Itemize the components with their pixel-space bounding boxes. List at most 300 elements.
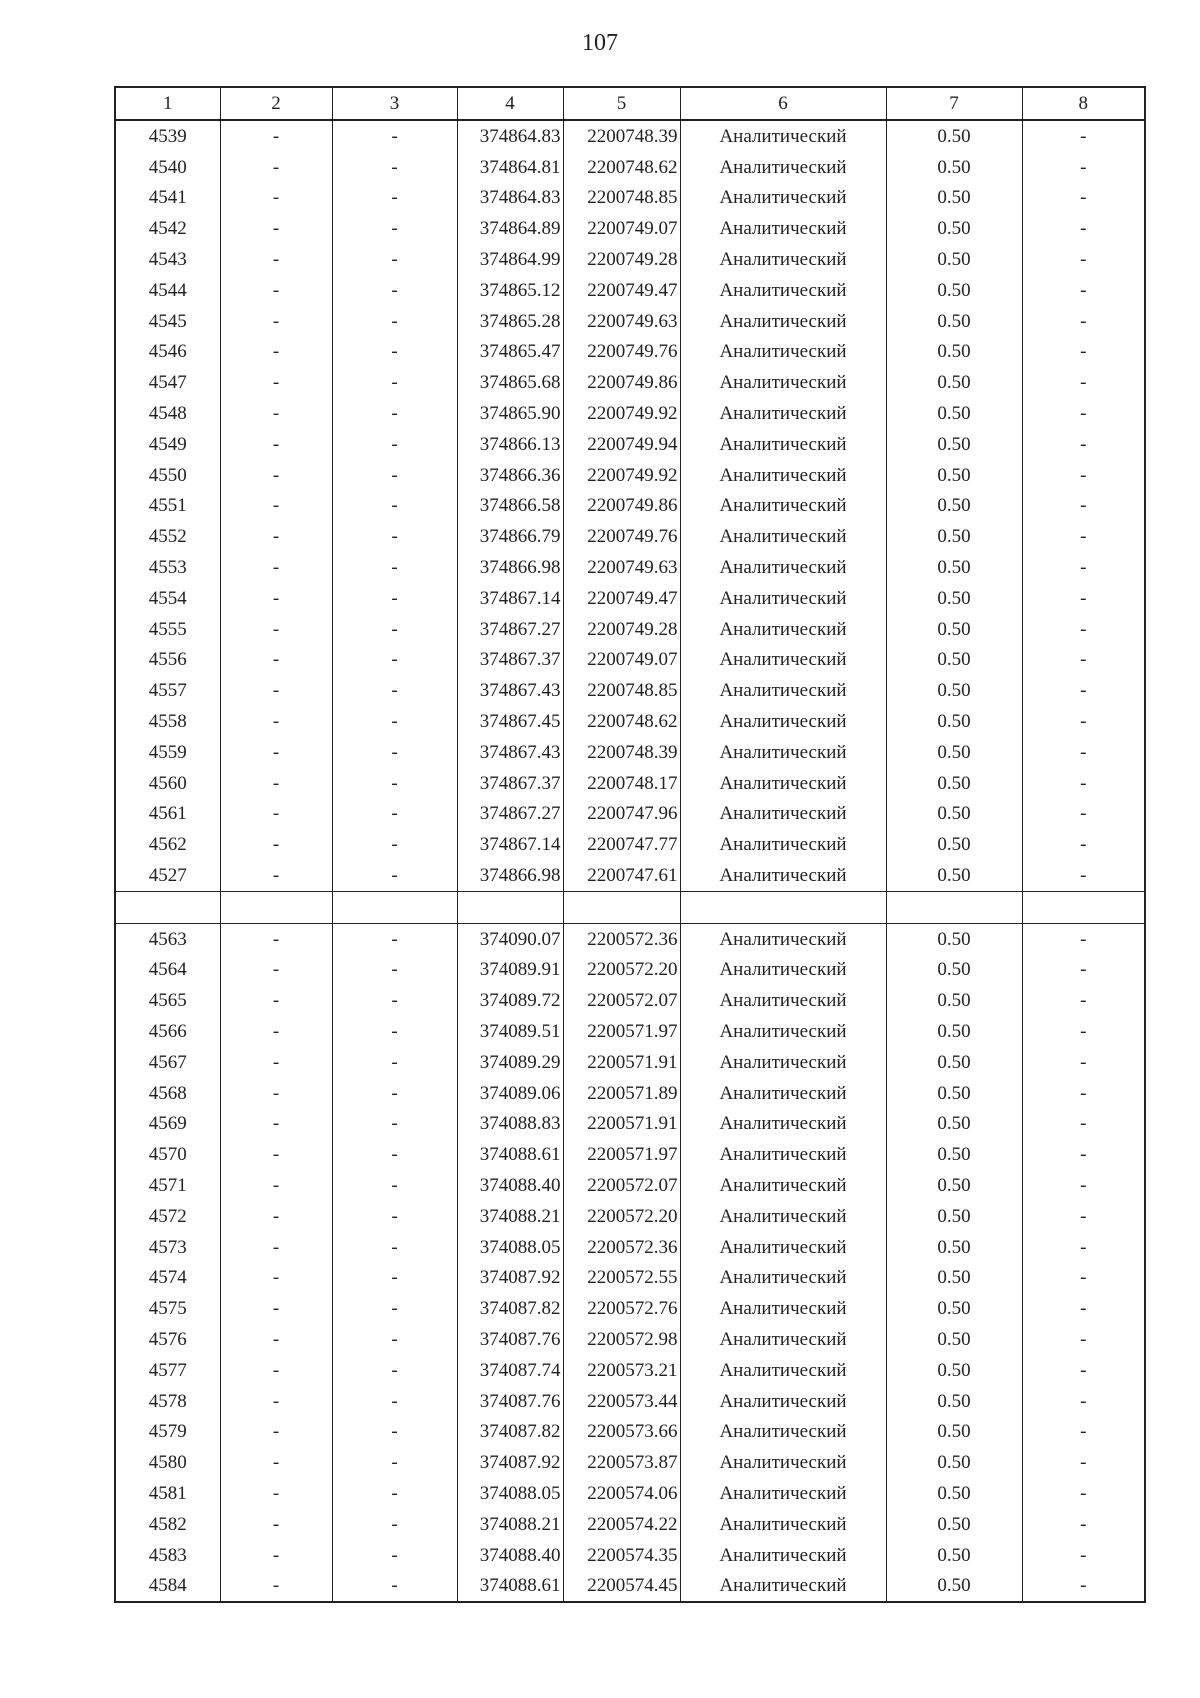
col8-cell: - xyxy=(1022,768,1145,799)
point-number-cell: 4576 xyxy=(115,1324,220,1355)
col3-cell: - xyxy=(332,552,457,583)
method-cell: Аналитический xyxy=(680,829,886,860)
col3-cell: - xyxy=(332,1570,457,1602)
accuracy-cell: 0.50 xyxy=(886,306,1022,337)
table-row xyxy=(115,491,1145,522)
x-coordinate-cell: 374866.36 xyxy=(457,460,563,491)
col2-cell: - xyxy=(220,583,332,614)
accuracy-cell: 0.50 xyxy=(886,1416,1022,1447)
x-coordinate-cell: 374864.83 xyxy=(457,120,563,152)
method-cell: Аналитический xyxy=(680,460,886,491)
accuracy-cell: 0.50 xyxy=(886,1047,1022,1078)
col8-cell: - xyxy=(1022,1355,1145,1386)
y-coordinate-cell: 2200749.07 xyxy=(563,213,680,244)
accuracy-cell: 0.50 xyxy=(886,1324,1022,1355)
point-number-cell: 4540 xyxy=(115,152,220,183)
col3-cell: - xyxy=(332,737,457,768)
col8-cell: - xyxy=(1022,521,1145,552)
x-coordinate-cell: 374865.12 xyxy=(457,275,563,306)
col2-cell: - xyxy=(220,1386,332,1417)
col8-cell: - xyxy=(1022,398,1145,429)
col2-cell: - xyxy=(220,955,332,986)
method-cell: Аналитический xyxy=(680,1016,886,1047)
col8-cell: - xyxy=(1022,367,1145,398)
x-coordinate-cell: 374864.83 xyxy=(457,183,563,214)
y-coordinate-cell: 2200572.20 xyxy=(563,1201,680,1232)
table-row xyxy=(115,1355,1145,1386)
col8-cell: - xyxy=(1022,1078,1145,1109)
table-row xyxy=(115,1386,1145,1417)
x-coordinate-cell: 374089.91 xyxy=(457,955,563,986)
x-coordinate-cell: 374087.92 xyxy=(457,1262,563,1293)
method-cell: Аналитический xyxy=(680,583,886,614)
table-row xyxy=(115,829,1145,860)
table-row xyxy=(115,1201,1145,1232)
table-row xyxy=(115,583,1145,614)
accuracy-cell: 0.50 xyxy=(886,1201,1022,1232)
point-number-cell: 4571 xyxy=(115,1170,220,1201)
y-coordinate-cell: 2200748.39 xyxy=(563,737,680,768)
table-row xyxy=(115,675,1145,706)
y-coordinate-cell: 2200748.85 xyxy=(563,675,680,706)
accuracy-cell: 0.50 xyxy=(886,1355,1022,1386)
col8-cell: - xyxy=(1022,860,1145,891)
accuracy-cell: 0.50 xyxy=(886,1170,1022,1201)
y-coordinate-cell: 2200572.76 xyxy=(563,1293,680,1324)
x-coordinate-cell: 374867.27 xyxy=(457,614,563,645)
col8-cell: - xyxy=(1022,1201,1145,1232)
col2-cell: - xyxy=(220,985,332,1016)
accuracy-cell: 0.50 xyxy=(886,1293,1022,1324)
table-row xyxy=(115,1047,1145,1078)
y-coordinate-cell: 2200749.92 xyxy=(563,398,680,429)
table-row xyxy=(115,1139,1145,1170)
col8-cell xyxy=(1022,891,1145,923)
x-coordinate-cell: 374867.45 xyxy=(457,706,563,737)
y-coordinate-cell: 2200749.94 xyxy=(563,429,680,460)
point-number-cell: 4562 xyxy=(115,829,220,860)
col8-cell: - xyxy=(1022,1386,1145,1417)
col3-cell: - xyxy=(332,1016,457,1047)
table-row xyxy=(115,737,1145,768)
point-number-cell: 4552 xyxy=(115,521,220,552)
x-coordinate-cell: 374866.79 xyxy=(457,521,563,552)
x-coordinate-cell: 374865.90 xyxy=(457,398,563,429)
method-cell: Аналитический xyxy=(680,706,886,737)
col2-cell: - xyxy=(220,829,332,860)
method-cell: Аналитический xyxy=(680,491,886,522)
col3-cell: - xyxy=(332,583,457,614)
y-coordinate-cell: 2200749.86 xyxy=(563,367,680,398)
table-row xyxy=(115,1109,1145,1140)
y-coordinate-cell: 2200573.21 xyxy=(563,1355,680,1386)
col3-cell: - xyxy=(332,1078,457,1109)
accuracy-cell: 0.50 xyxy=(886,367,1022,398)
point-number-cell: 4559 xyxy=(115,737,220,768)
point-number-cell: 4556 xyxy=(115,645,220,676)
y-coordinate-cell: 2200749.76 xyxy=(563,521,680,552)
col3-cell: - xyxy=(332,1355,457,1386)
col8-cell: - xyxy=(1022,923,1145,954)
x-coordinate-cell: 374088.83 xyxy=(457,1109,563,1140)
accuracy-cell: 0.50 xyxy=(886,120,1022,152)
accuracy-cell: 0.50 xyxy=(886,768,1022,799)
y-coordinate-cell: 2200572.20 xyxy=(563,955,680,986)
x-coordinate-cell: 374089.72 xyxy=(457,985,563,1016)
table-row xyxy=(115,213,1145,244)
col2-cell: - xyxy=(220,120,332,152)
x-coordinate-cell: 374867.27 xyxy=(457,799,563,830)
col8-cell: - xyxy=(1022,985,1145,1016)
col2-cell: - xyxy=(220,799,332,830)
col3-cell: - xyxy=(332,1478,457,1509)
col3-cell: - xyxy=(332,1386,457,1417)
y-coordinate-cell: 2200572.36 xyxy=(563,1232,680,1263)
col2-cell: - xyxy=(220,1078,332,1109)
x-coordinate-cell: 374088.21 xyxy=(457,1201,563,1232)
x-coordinate-cell: 374088.61 xyxy=(457,1570,563,1602)
x-coordinate-cell: 374866.98 xyxy=(457,860,563,891)
col2-cell: - xyxy=(220,275,332,306)
y-coordinate-cell: 2200571.97 xyxy=(563,1139,680,1170)
x-coordinate-cell: 374866.98 xyxy=(457,552,563,583)
table-row xyxy=(115,1078,1145,1109)
method-cell: Аналитический xyxy=(680,1139,886,1170)
point-number-cell: 4574 xyxy=(115,1262,220,1293)
point-number-cell: 4557 xyxy=(115,675,220,706)
col3-cell: - xyxy=(332,491,457,522)
point-number-cell: 4584 xyxy=(115,1570,220,1602)
method-cell: Аналитический xyxy=(680,1386,886,1417)
col8-cell: - xyxy=(1022,799,1145,830)
point-number-cell: 4581 xyxy=(115,1478,220,1509)
point-number-cell: 4579 xyxy=(115,1416,220,1447)
accuracy-cell: 0.50 xyxy=(886,552,1022,583)
col3-cell: - xyxy=(332,985,457,1016)
column-header: 2 xyxy=(220,87,332,120)
method-cell: Аналитический xyxy=(680,1509,886,1540)
method-cell: Аналитический xyxy=(680,614,886,645)
col8-cell: - xyxy=(1022,1478,1145,1509)
x-coordinate-cell: 374090.07 xyxy=(457,923,563,954)
col2-cell: - xyxy=(220,1416,332,1447)
col2-cell: - xyxy=(220,460,332,491)
point-number-cell: 4583 xyxy=(115,1540,220,1571)
x-coordinate-cell: 374867.37 xyxy=(457,768,563,799)
method-cell: Аналитический xyxy=(680,275,886,306)
col8-cell: - xyxy=(1022,829,1145,860)
accuracy-cell xyxy=(886,891,1022,923)
col2-cell: - xyxy=(220,429,332,460)
table-row xyxy=(115,306,1145,337)
method-cell: Аналитический xyxy=(680,1478,886,1509)
col3-cell: - xyxy=(332,1139,457,1170)
accuracy-cell: 0.50 xyxy=(886,337,1022,368)
table-row xyxy=(115,337,1145,368)
col8-cell: - xyxy=(1022,213,1145,244)
accuracy-cell: 0.50 xyxy=(886,1386,1022,1417)
accuracy-cell: 0.50 xyxy=(886,491,1022,522)
table-row xyxy=(115,799,1145,830)
x-coordinate-cell: 374864.89 xyxy=(457,213,563,244)
accuracy-cell: 0.50 xyxy=(886,955,1022,986)
y-coordinate-cell: 2200749.47 xyxy=(563,583,680,614)
column-header: 5 xyxy=(563,87,680,120)
table-row xyxy=(115,460,1145,491)
col8-cell: - xyxy=(1022,491,1145,522)
method-cell: Аналитический xyxy=(680,1540,886,1571)
accuracy-cell: 0.50 xyxy=(886,429,1022,460)
point-number-cell: 4580 xyxy=(115,1447,220,1478)
col8-cell: - xyxy=(1022,552,1145,583)
table-row xyxy=(115,275,1145,306)
method-cell: Аналитический xyxy=(680,860,886,891)
x-coordinate-cell: 374087.74 xyxy=(457,1355,563,1386)
accuracy-cell: 0.50 xyxy=(886,398,1022,429)
col2-cell: - xyxy=(220,1540,332,1571)
method-cell: Аналитический xyxy=(680,1570,886,1602)
x-coordinate-cell: 374867.14 xyxy=(457,829,563,860)
y-coordinate-cell: 2200574.22 xyxy=(563,1509,680,1540)
accuracy-cell: 0.50 xyxy=(886,1016,1022,1047)
point-number-cell: 4547 xyxy=(115,367,220,398)
col3-cell: - xyxy=(332,706,457,737)
x-coordinate-cell: 374087.76 xyxy=(457,1324,563,1355)
method-cell: Аналитический xyxy=(680,552,886,583)
point-number-cell: 4570 xyxy=(115,1139,220,1170)
col2-cell: - xyxy=(220,1109,332,1140)
point-number-cell: 4545 xyxy=(115,306,220,337)
col8-cell: - xyxy=(1022,275,1145,306)
y-coordinate-cell: 2200748.62 xyxy=(563,152,680,183)
point-number-cell: 4577 xyxy=(115,1355,220,1386)
col2-cell: - xyxy=(220,706,332,737)
y-coordinate-cell: 2200747.96 xyxy=(563,799,680,830)
column-header: 4 xyxy=(457,87,563,120)
accuracy-cell: 0.50 xyxy=(886,1109,1022,1140)
table-row xyxy=(115,1232,1145,1263)
col8-cell: - xyxy=(1022,183,1145,214)
col3-cell: - xyxy=(332,1293,457,1324)
method-cell: Аналитический xyxy=(680,367,886,398)
method-cell: Аналитический xyxy=(680,1078,886,1109)
y-coordinate-cell: 2200573.66 xyxy=(563,1416,680,1447)
coordinates-table xyxy=(114,86,1146,1603)
col2-cell: - xyxy=(220,1170,332,1201)
method-cell: Аналитический xyxy=(680,1447,886,1478)
table-row xyxy=(115,120,1145,152)
x-coordinate-cell: 374087.92 xyxy=(457,1447,563,1478)
table-row xyxy=(115,552,1145,583)
method-cell: Аналитический xyxy=(680,306,886,337)
col3-cell: - xyxy=(332,275,457,306)
col3-cell: - xyxy=(332,337,457,368)
table-row xyxy=(115,1447,1145,1478)
table-row xyxy=(115,645,1145,676)
method-cell xyxy=(680,891,886,923)
col2-cell: - xyxy=(220,367,332,398)
col8-cell: - xyxy=(1022,244,1145,275)
col8-cell: - xyxy=(1022,737,1145,768)
x-coordinate-cell: 374088.40 xyxy=(457,1540,563,1571)
col2-cell: - xyxy=(220,737,332,768)
col8-cell: - xyxy=(1022,583,1145,614)
point-number-cell: 4567 xyxy=(115,1047,220,1078)
accuracy-cell: 0.50 xyxy=(886,675,1022,706)
table-row-spacer xyxy=(115,891,1145,923)
table-row xyxy=(115,398,1145,429)
col8-cell: - xyxy=(1022,1293,1145,1324)
col3-cell: - xyxy=(332,1170,457,1201)
y-coordinate-cell: 2200748.85 xyxy=(563,183,680,214)
point-number-cell: 4569 xyxy=(115,1109,220,1140)
y-coordinate-cell: 2200748.62 xyxy=(563,706,680,737)
x-coordinate-cell: 374865.68 xyxy=(457,367,563,398)
col8-cell: - xyxy=(1022,1047,1145,1078)
y-coordinate-cell: 2200748.17 xyxy=(563,768,680,799)
y-coordinate-cell: 2200573.87 xyxy=(563,1447,680,1478)
table-row xyxy=(115,1416,1145,1447)
y-coordinate-cell: 2200571.91 xyxy=(563,1109,680,1140)
col8-cell: - xyxy=(1022,460,1145,491)
col3-cell: - xyxy=(332,1047,457,1078)
point-number-cell: 4553 xyxy=(115,552,220,583)
accuracy-cell: 0.50 xyxy=(886,460,1022,491)
accuracy-cell: 0.50 xyxy=(886,244,1022,275)
accuracy-cell: 0.50 xyxy=(886,275,1022,306)
x-coordinate-cell xyxy=(457,891,563,923)
point-number-cell: 4541 xyxy=(115,183,220,214)
col8-cell: - xyxy=(1022,1416,1145,1447)
col2-cell: - xyxy=(220,1355,332,1386)
table-row xyxy=(115,429,1145,460)
col3-cell: - xyxy=(332,183,457,214)
y-coordinate-cell: 2200749.63 xyxy=(563,552,680,583)
x-coordinate-cell: 374864.81 xyxy=(457,152,563,183)
col3-cell: - xyxy=(332,244,457,275)
col2-cell: - xyxy=(220,1139,332,1170)
x-coordinate-cell: 374088.61 xyxy=(457,1139,563,1170)
point-number-cell: 4561 xyxy=(115,799,220,830)
col3-cell: - xyxy=(332,152,457,183)
col8-cell: - xyxy=(1022,645,1145,676)
y-coordinate-cell: 2200574.35 xyxy=(563,1540,680,1571)
col2-cell: - xyxy=(220,398,332,429)
table-row xyxy=(115,1509,1145,1540)
column-header: 6 xyxy=(680,87,886,120)
col8-cell: - xyxy=(1022,1170,1145,1201)
col3-cell: - xyxy=(332,614,457,645)
method-cell: Аналитический xyxy=(680,1293,886,1324)
accuracy-cell: 0.50 xyxy=(886,985,1022,1016)
accuracy-cell: 0.50 xyxy=(886,1509,1022,1540)
y-coordinate-cell: 2200572.55 xyxy=(563,1262,680,1293)
y-coordinate-cell: 2200571.89 xyxy=(563,1078,680,1109)
col2-cell: - xyxy=(220,1232,332,1263)
col3-cell: - xyxy=(332,768,457,799)
col3-cell: - xyxy=(332,1109,457,1140)
point-number-cell: 4542 xyxy=(115,213,220,244)
point-number-cell: 4563 xyxy=(115,923,220,954)
point-number-cell: 4578 xyxy=(115,1386,220,1417)
x-coordinate-cell: 374088.05 xyxy=(457,1232,563,1263)
x-coordinate-cell: 374089.29 xyxy=(457,1047,563,1078)
col3-cell: - xyxy=(332,860,457,891)
col3-cell: - xyxy=(332,367,457,398)
x-coordinate-cell: 374089.06 xyxy=(457,1078,563,1109)
accuracy-cell: 0.50 xyxy=(886,645,1022,676)
col8-cell: - xyxy=(1022,1540,1145,1571)
accuracy-cell: 0.50 xyxy=(886,1447,1022,1478)
table-row xyxy=(115,183,1145,214)
method-cell: Аналитический xyxy=(680,1355,886,1386)
accuracy-cell: 0.50 xyxy=(886,1232,1022,1263)
point-number-cell: 4555 xyxy=(115,614,220,645)
method-cell: Аналитический xyxy=(680,152,886,183)
accuracy-cell: 0.50 xyxy=(886,521,1022,552)
table-body xyxy=(115,120,1145,1602)
col2-cell: - xyxy=(220,1509,332,1540)
accuracy-cell: 0.50 xyxy=(886,1139,1022,1170)
method-cell: Аналитический xyxy=(680,521,886,552)
x-coordinate-cell: 374088.05 xyxy=(457,1478,563,1509)
table-row xyxy=(115,706,1145,737)
col3-cell: - xyxy=(332,306,457,337)
table-row xyxy=(115,768,1145,799)
accuracy-cell: 0.50 xyxy=(886,614,1022,645)
point-number-cell: 4554 xyxy=(115,583,220,614)
y-coordinate-cell: 2200572.36 xyxy=(563,923,680,954)
point-number-cell: 4548 xyxy=(115,398,220,429)
header-row xyxy=(115,87,1145,120)
method-cell: Аналитический xyxy=(680,398,886,429)
point-number-cell: 4546 xyxy=(115,337,220,368)
table-row xyxy=(115,1262,1145,1293)
method-cell: Аналитический xyxy=(680,737,886,768)
method-cell: Аналитический xyxy=(680,1262,886,1293)
method-cell: Аналитический xyxy=(680,429,886,460)
accuracy-cell: 0.50 xyxy=(886,706,1022,737)
col2-cell: - xyxy=(220,306,332,337)
col2-cell: - xyxy=(220,923,332,954)
method-cell: Аналитический xyxy=(680,213,886,244)
method-cell: Аналитический xyxy=(680,923,886,954)
col3-cell: - xyxy=(332,1201,457,1232)
accuracy-cell: 0.50 xyxy=(886,583,1022,614)
point-number-cell: 4566 xyxy=(115,1016,220,1047)
method-cell: Аналитический xyxy=(680,675,886,706)
col2-cell: - xyxy=(220,860,332,891)
col3-cell: - xyxy=(332,675,457,706)
accuracy-cell: 0.50 xyxy=(886,829,1022,860)
col2-cell: - xyxy=(220,152,332,183)
method-cell: Аналитический xyxy=(680,1170,886,1201)
table-row xyxy=(115,1170,1145,1201)
table-row xyxy=(115,244,1145,275)
x-coordinate-cell: 374866.13 xyxy=(457,429,563,460)
col3-cell: - xyxy=(332,1324,457,1355)
col3-cell: - xyxy=(332,1262,457,1293)
y-coordinate-cell: 2200747.61 xyxy=(563,860,680,891)
col3-cell: - xyxy=(332,799,457,830)
point-number-cell: 4582 xyxy=(115,1509,220,1540)
y-coordinate-cell: 2200749.28 xyxy=(563,244,680,275)
col8-cell: - xyxy=(1022,429,1145,460)
point-number-cell: 4549 xyxy=(115,429,220,460)
col3-cell: - xyxy=(332,955,457,986)
point-number-cell: 4572 xyxy=(115,1201,220,1232)
accuracy-cell: 0.50 xyxy=(886,1540,1022,1571)
